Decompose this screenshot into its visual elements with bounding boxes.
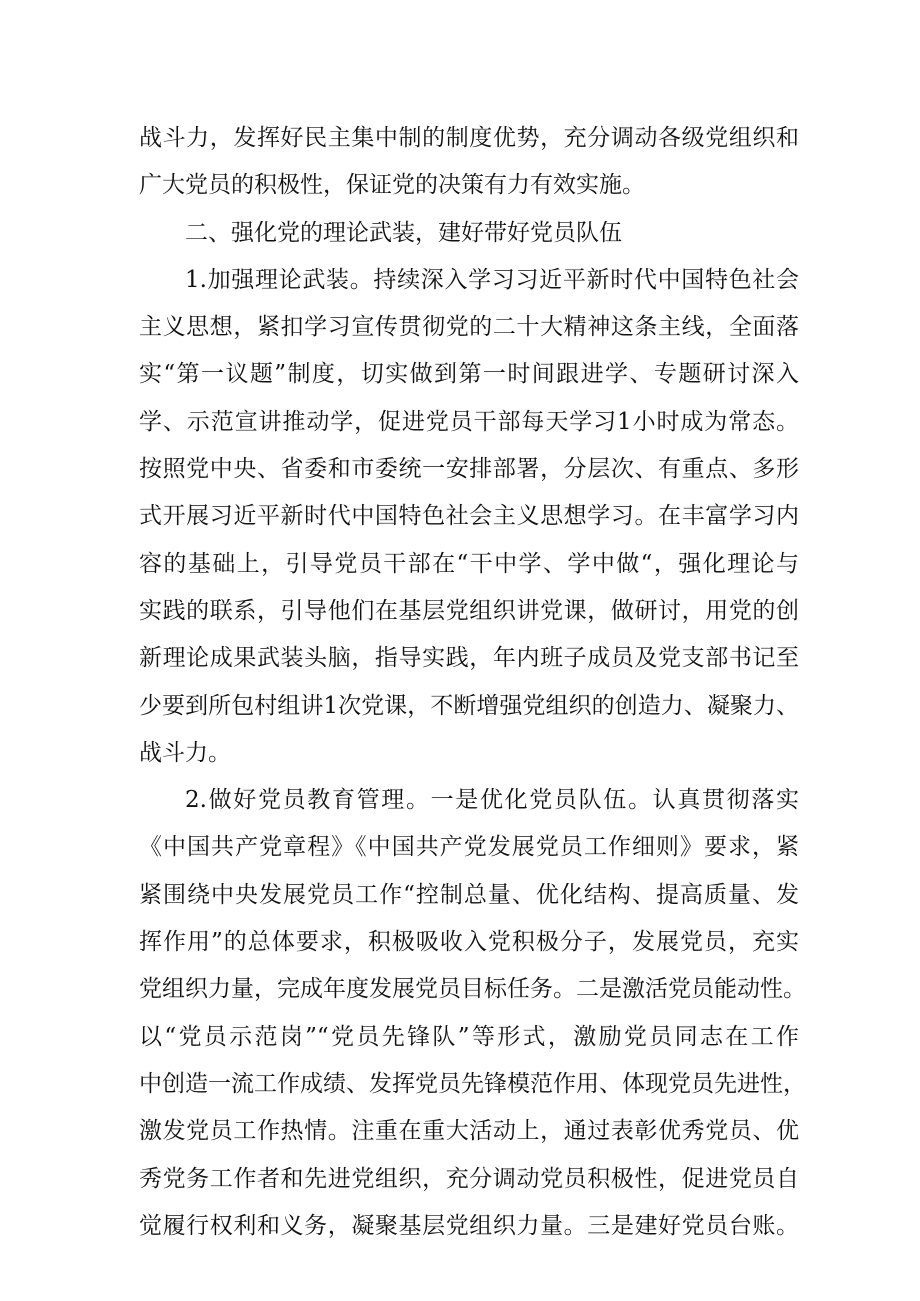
text-line: 秀党务工作者和先进党组织，充分调动党员积极性，促进党员自	[139, 1165, 799, 1192]
text-line: 按照党中央、省委和市委统一安排部署，分层次、有重点、多形	[139, 456, 799, 483]
section-heading-text: 二、强化党的理论武装，建好带好党员队伍	[185, 219, 622, 246]
text-line: 新理论成果武装头脑，指导实践，年内班子成员及党支部书记至	[139, 645, 799, 672]
text-line: 1.加强理论武装。持续深入学习习近平新时代中国特色社会	[185, 266, 799, 293]
text-line: 战斗力，发挥好民主集中制的制度优势，充分调动各级党组织和	[139, 125, 799, 151]
text-line: 2.做好党员教育管理。一是优化党员队伍。认真贯彻落实	[185, 787, 799, 814]
text-line: 觉履行权利和义务，凝聚基层党组织力量。三是建好党员台账。	[139, 1212, 799, 1239]
text-line: 式开展习近平新时代中国特色社会主义思想学习。在丰富学习内	[139, 503, 799, 530]
text-line: 中创造一流工作成绩、发挥党员先锋模范作用、体现党员先进性，	[139, 1070, 806, 1097]
text-line: 挥作用”的总体要求，积极吸收入党积极分子，发展党员，充实	[139, 929, 799, 956]
text-line: 紧围绕中央发展党员工作“控制总量、优化结构、提高质量、发	[139, 881, 799, 908]
paragraph-1	[139, 115, 799, 210]
section-heading	[139, 210, 799, 257]
paragraph-education	[139, 777, 806, 1250]
document-body	[139, 115, 806, 1250]
text-line: 战斗力。	[139, 739, 231, 766]
paragraph-theory	[139, 257, 799, 777]
text-line: 激发党员工作热情。注重在重大活动上，通过表彰优秀党员、优	[139, 1118, 799, 1145]
text-line: 党组织力量，完成年度发展党员目标任务。二是激活党员能动性。	[139, 976, 806, 1003]
text-line: 实“第一议题”制度，切实做到第一时间跟进学、专题研讨深入	[139, 361, 799, 388]
text-line: 实践的联系，引导他们在基层党组织讲党课，做研讨，用党的创	[139, 597, 799, 624]
text-line: 学、示范宣讲推动学，促进党员干部每天学习1小时成为常态。	[139, 408, 799, 435]
text-line: 容的基础上，引导党员干部在“干中学、学中做“，强化理论与	[139, 550, 799, 577]
text-line: 广大党员的积极性，保证党的决策有力有效实施。	[139, 172, 645, 199]
text-line: 主义思想，紧扣学习宣传贯彻党的二十大精神这条主线，全面落	[139, 314, 799, 341]
text-line: 以“党员示范岗”“党员先锋队”等形式，激励党员同志在工作	[139, 1023, 799, 1050]
text-line: 《中国共产党章程》《中国共产党发展党员工作细则》要求，紧	[139, 834, 799, 861]
text-line: 少要到所包村组讲1次党课，不断增强党组织的创造力、凝聚力、	[139, 692, 799, 719]
